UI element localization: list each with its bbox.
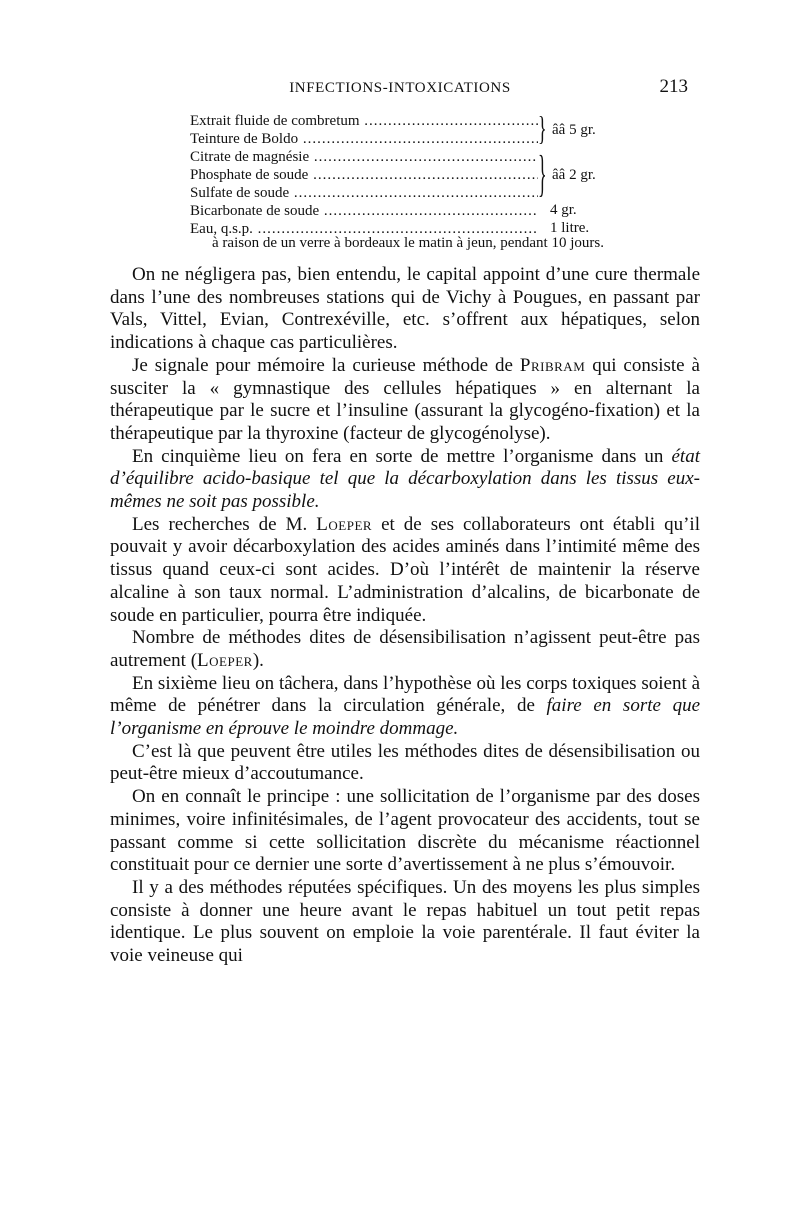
body-text [110,264,700,968]
dose-group-1: ââ 5 gr. [552,122,596,138]
paragraph: C’est là que peuvent être utiles les méthodes dites de désensibilisation ou peut-être mieux d’accoutumance. [110,740,700,785]
item-name: Phosphate de soude ..... [190,166,538,184]
running-title: INFECTIONS-INTOXICATIONS [289,80,511,96]
paragraph: On ne négligera pas, bien entendu, le capital appoint d’une cure thermale dans l’une des nombreuses stations qui de Vichy à Pougues, en passant par Vals, Vittel, Evian, Contrexéville, etc. s’offrent aux hépatiques, selon indications à chaque cas particulières. [110,264,700,354]
author-name: Loeper [316,513,373,535]
author-name: Loeper [197,649,253,671]
brace-group-1: } [538,109,547,148]
paragraph: En cinquième lieu on fera en sorte de mettre l’organisme dans un état d’équilibre acido-basique tel que la décarboxylation dans les tissus eux-mêmes ne soit pas possible. [110,445,700,513]
emphasis: état d’équilibre acido-basique tel que la décarboxylation dans les tissus eux-mêmes ne soit pas possible. [110,445,700,513]
paragraph: Il y a des méthodes réputées spécifiques. Un des moyens les plus simples consiste à donner une heure avant le repas habituel un tout petit repas identique. Le plus souvent on emploie la voie parentérale. Il faut éviter la voie veineuse qui [110,876,700,967]
item-name: Extrait fluide de combretum ..... [190,112,538,130]
item-name: Eau, q.s.p. ..... [190,220,538,238]
item-quantity: 4 gr. [550,202,577,218]
emphasis: faire en sorte que l’organisme en éprouve le moindre dommage. [110,695,700,740]
item-name: Bicarbonate de soude ..... [190,202,538,220]
item-name: Teinture de Boldo ..... [190,130,538,148]
paragraph: Les recherches de M. Loeper et de ses collaborateurs ont établi qu’il pouvait y avoir décarboxylation des acides aminés dans l’intimité même des tissus quand ceux-ci sont acides. D’où l’intérêt de maintenir la réserve alcaline à son taux normal. L’administration d’alcalins, de bicarbonate de soude en particulier, pourra être indiquée. [110,513,700,626]
author-name: Pribram [519,354,586,376]
running-head [112,76,688,100]
prescription-note: à raison de un verre à bordeaux le matin à jeun, pendant 10 jours. [212,235,604,251]
item-quantity: 1 litre. [550,220,590,236]
item-name: Citrate de magnésie ..... [190,148,538,166]
page-number: 213 [659,76,688,97]
paragraph: Je signale pour mémoire la curieuse méthode de Pribram qui consiste à susciter la « gymnastique des cellules hépatiques » en alternant la thérapeutique par le sucre et l’insuline (assurant la glycogéno-fixation) et la thérapeutique par la thyroxine (facteur de glycogénolyse). [110,354,700,444]
dose-group-2: ââ 2 gr. [552,167,596,183]
paragraph: Nombre de méthodes dites de désensibilisation n’agissent peut-être pas autrement (Loeper). [110,627,700,671]
brace-group-2: } [538,145,547,202]
paragraph: En sixième lieu on tâchera, dans l’hypothèse où les corps toxiques soient à même de pénétrer dans la circulation générale, de faire en sorte que l’organisme en éprouve le moindre dommage. [110,672,700,740]
item-name: Sulfate de soude ..... [190,184,538,202]
paragraph: On en connaît le principe : une sollicitation de l’organisme par des doses minimes, voire infinitésimales, de l’agent provocateur des accidents, tout se passant comme si cette sollicitation discrète du mécanisme réactionnel constituait pour ce dernier une sorte d’avertissement à ne plus s’émouvoir. [110,786,700,876]
